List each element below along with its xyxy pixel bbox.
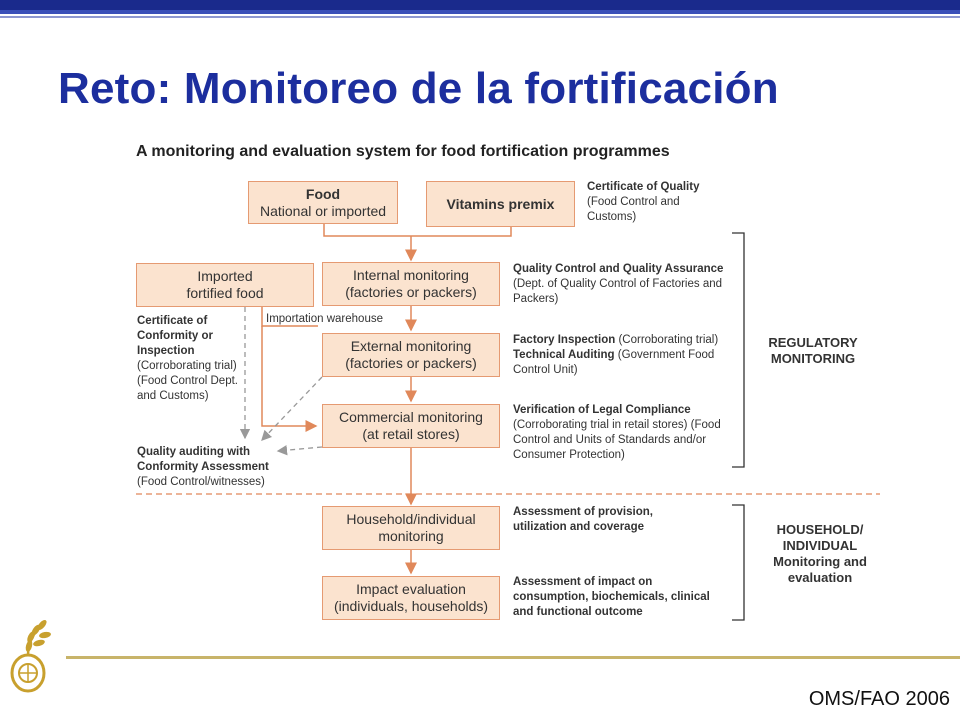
legal-compliance-detail: (Corroborating trial in retail stores) (Food Control and Units of Standards and/or Consumer Protection): [513, 419, 721, 461]
impact-evaluation-box: [322, 576, 500, 620]
household-individual-subtitle: Monitoring and evaluation: [773, 554, 867, 585]
household-individual-label: [758, 522, 882, 586]
internal-monitoring-box: [322, 262, 500, 306]
certificate-of-conformity-detail: (Corroborating trial) (Food Control Dept. and Customs): [137, 360, 238, 402]
household-monitoring-line1: Household/individual: [346, 511, 476, 527]
food-box-subtitle: National or imported: [259, 202, 387, 219]
household-monitoring-box: [322, 506, 500, 550]
household-monitoring-line2: monitoring: [378, 528, 444, 544]
factory-inspection-note: [513, 333, 737, 378]
external-monitoring-line2: (factories or packers): [345, 355, 477, 371]
factory-inspection-detail: (Corroborating trial): [618, 334, 719, 346]
quality-control-note: [513, 262, 735, 307]
household-bracket: [732, 505, 744, 620]
external-monitoring-box: [322, 333, 500, 377]
impact-evaluation-line1: Impact evaluation: [356, 581, 466, 597]
technical-auditing-detail: (Government Food Control Unit): [513, 349, 715, 376]
dashed-arrow-external-auditing: [262, 377, 322, 440]
quality-auditing-detail: (Food Control/witnesses): [137, 476, 265, 488]
impact-evaluation-line2: (individuals, households): [333, 598, 489, 614]
factory-inspection-title: Factory Inspection: [513, 334, 616, 346]
certificate-of-quality-title: Certificate of Quality: [587, 181, 700, 193]
figure-title: A monitoring and evaluation system for food fortification programmes: [136, 143, 670, 160]
imported-food-box: [136, 263, 314, 307]
commercial-monitoring-box: [322, 404, 500, 448]
technical-auditing-title: Technical Auditing: [513, 349, 615, 361]
legal-compliance-title: Verification of Legal Compliance: [513, 404, 691, 416]
certificate-of-quality-detail: (Food Control and Customs): [587, 196, 680, 223]
provision-assessment-note: [513, 505, 693, 535]
external-monitoring-line1: External monitoring: [350, 338, 472, 354]
impact-assessment-note: [513, 575, 718, 620]
quality-control-detail: (Dept. of Quality Control of Factories and Packers): [513, 278, 723, 305]
source-credit: OMS/FAO 2006: [808, 688, 950, 710]
commercial-monitoring-line2: (at retail stores): [362, 426, 460, 442]
impact-assessment-title: Assessment of impact on consumption, biochemicals, clinical and functional outcome: [513, 576, 710, 618]
certificate-of-conformity-note: [137, 314, 241, 404]
certificate-of-quality-note: [587, 180, 717, 225]
vitamins-premix-title: Vitamins premix: [446, 195, 555, 212]
quality-auditing-note: [137, 445, 297, 490]
food-box: [248, 181, 398, 224]
vitamins-premix-box: [426, 181, 575, 227]
slide-title: Reto: Monitoreo de la fortificación: [58, 64, 779, 113]
imported-food-line2: fortified food: [186, 285, 264, 301]
commercial-monitoring-line1: Commercial monitoring: [339, 409, 483, 425]
internal-monitoring-line1: Internal monitoring: [353, 267, 469, 283]
provision-assessment-title: Assessment of provision, utilization and coverage: [513, 506, 653, 533]
internal-monitoring-line2: (factories or packers): [345, 284, 477, 300]
regulatory-monitoring-label: REGULATORY MONITORING: [768, 335, 858, 366]
quality-auditing-title: Quality auditing with Conformity Assessment: [137, 446, 269, 473]
legal-compliance-note: [513, 403, 737, 463]
household-individual-title: HOUSEHOLD/ INDIVIDUAL: [776, 522, 864, 553]
fao-emblem-icon: [6, 615, 66, 697]
quality-control-title: Quality Control and Quality Assurance: [513, 263, 724, 275]
footer-divider: [66, 656, 960, 659]
certificate-of-conformity-title: Certificate of Conformity or Inspection: [137, 315, 214, 357]
imported-food-line1: Imported: [197, 268, 253, 284]
food-box-title: Food: [305, 185, 341, 202]
importation-warehouse-label: Importation warehouse: [266, 313, 383, 325]
